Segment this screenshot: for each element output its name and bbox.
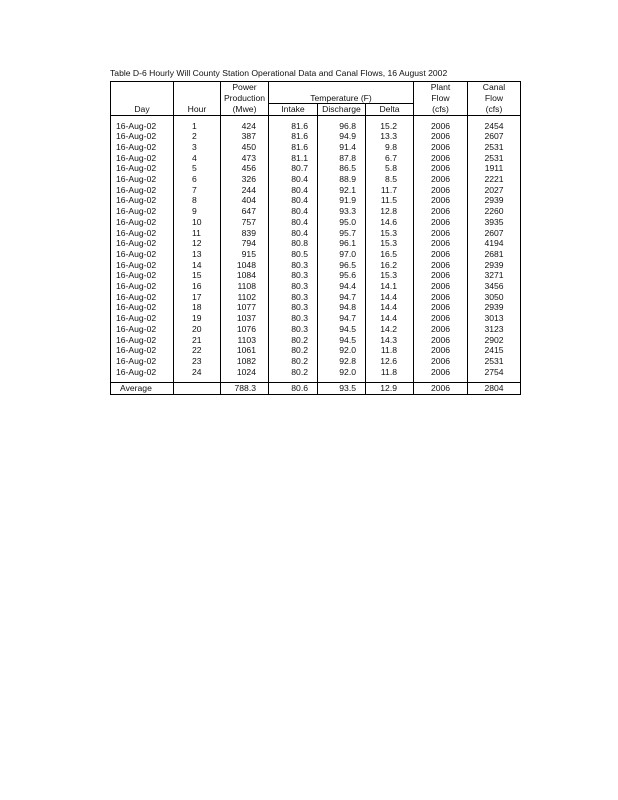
row-day: 16-Aug-02 [111,142,174,153]
row-intake: 80.2 [269,356,318,367]
row-plant-flow: 2006 [414,174,468,185]
average-discharge: 93.5 [318,383,366,395]
row-intake: 80.3 [269,270,318,281]
row-discharge: 94.4 [318,281,366,292]
row-power: 1061 [221,345,269,356]
row-plant-flow: 2006 [414,217,468,228]
row-canal-flow: 2607 [468,131,521,142]
row-canal-flow: 2027 [468,185,521,196]
row-plant-flow: 2006 [414,153,468,164]
row-canal-flow: 2531 [468,142,521,153]
row-intake: 80.4 [269,228,318,239]
row-discharge: 91.4 [318,142,366,153]
row-day: 16-Aug-02 [111,238,174,249]
average-row [111,383,521,395]
row-intake: 80.3 [269,281,318,292]
row-hour: 14 [174,260,221,271]
row-day: 16-Aug-02 [111,153,174,164]
row-day: 16-Aug-02 [111,131,174,142]
row-day: 16-Aug-02 [111,335,174,346]
row-day: 16-Aug-02 [111,217,174,228]
row-power: 1048 [221,260,269,271]
table-caption: Table D-6 Hourly Will County Station Operational Data and Canal Flows, 16 August 2002 [110,68,448,78]
row-discharge: 92.0 [318,345,366,356]
row-discharge: 91.9 [318,195,366,206]
average-hour [174,383,221,395]
row-canal-flow: 2681 [468,249,521,260]
row-delta: 12.6 [366,356,414,367]
row-day: 16-Aug-02 [111,163,174,174]
row-day: 16-Aug-02 [111,260,174,271]
row-day: 16-Aug-02 [111,228,174,239]
row-discharge: 92.1 [318,185,366,196]
row-delta: 16.2 [366,260,414,271]
row-delta: 14.3 [366,335,414,346]
row-day: 16-Aug-02 [111,345,174,356]
header-canal-line2: Flow [468,93,521,104]
table-body [111,121,521,378]
row-discharge: 96.8 [318,121,366,132]
row-discharge: 88.9 [318,174,366,185]
row-canal-flow: 3935 [468,217,521,228]
row-discharge: 96.1 [318,238,366,249]
row-plant-flow: 2006 [414,356,468,367]
header-intake: Intake [269,104,318,116]
row-power: 244 [221,185,269,196]
row-plant-flow: 2006 [414,206,468,217]
header-plant-line2: Flow [414,93,468,104]
header-delta: Delta [366,104,414,116]
row-delta: 14.4 [366,302,414,313]
table-row [111,249,521,260]
row-delta: 12.8 [366,206,414,217]
average-delta: 12.9 [366,383,414,395]
row-intake: 80.5 [269,249,318,260]
row-canal-flow: 3456 [468,281,521,292]
header-day: Day [111,104,174,116]
row-intake: 81.1 [269,153,318,164]
row-canal-flow: 2415 [468,345,521,356]
header-hour: Hour [174,104,221,116]
row-day: 16-Aug-02 [111,302,174,313]
row-intake: 80.4 [269,217,318,228]
row-intake: 80.3 [269,324,318,335]
row-plant-flow: 2006 [414,335,468,346]
average-intake: 80.6 [269,383,318,395]
row-discharge: 92.0 [318,367,366,378]
row-intake: 81.6 [269,142,318,153]
row-day: 16-Aug-02 [111,206,174,217]
table-row [111,260,521,271]
table-row [111,238,521,249]
row-delta: 13.3 [366,131,414,142]
row-canal-flow: 3123 [468,324,521,335]
table-row [111,206,521,217]
row-intake: 80.3 [269,292,318,303]
row-delta: 14.4 [366,292,414,303]
row-canal-flow: 2454 [468,121,521,132]
row-discharge: 87.8 [318,153,366,164]
row-plant-flow: 2006 [414,238,468,249]
row-plant-flow: 2006 [414,324,468,335]
header-plant-line1: Plant [414,82,468,93]
table-header [111,82,521,121]
row-power: 794 [221,238,269,249]
row-delta: 11.8 [366,367,414,378]
row-discharge: 95.0 [318,217,366,228]
row-canal-flow: 3013 [468,313,521,324]
row-hour: 7 [174,185,221,196]
row-plant-flow: 2006 [414,260,468,271]
row-delta: 11.7 [366,185,414,196]
row-hour: 4 [174,153,221,164]
row-day: 16-Aug-02 [111,195,174,206]
row-delta: 11.8 [366,345,414,356]
row-canal-flow: 2531 [468,153,521,164]
row-plant-flow: 2006 [414,195,468,206]
row-power: 450 [221,142,269,153]
row-day: 16-Aug-02 [111,121,174,132]
row-hour: 22 [174,345,221,356]
row-power: 839 [221,228,269,239]
row-day: 16-Aug-02 [111,367,174,378]
table-row [111,174,521,185]
row-intake: 80.3 [269,313,318,324]
row-power: 757 [221,217,269,228]
row-delta: 5.8 [366,163,414,174]
row-power: 1076 [221,324,269,335]
row-power: 473 [221,153,269,164]
row-power: 1108 [221,281,269,292]
row-plant-flow: 2006 [414,270,468,281]
table-row [111,131,521,142]
table-row [111,292,521,303]
row-hour: 16 [174,281,221,292]
row-canal-flow: 2221 [468,174,521,185]
row-discharge: 92.8 [318,356,366,367]
row-plant-flow: 2006 [414,121,468,132]
row-hour: 6 [174,174,221,185]
row-canal-flow: 2939 [468,195,521,206]
row-power: 404 [221,195,269,206]
row-hour: 19 [174,313,221,324]
average-label: Average [111,383,174,395]
row-delta: 14.6 [366,217,414,228]
row-hour: 15 [174,270,221,281]
row-intake: 80.4 [269,174,318,185]
row-power: 1102 [221,292,269,303]
row-delta: 11.5 [366,195,414,206]
row-delta: 16.5 [366,249,414,260]
row-hour: 5 [174,163,221,174]
average-power: 788.3 [221,383,269,395]
row-canal-flow: 2531 [468,356,521,367]
average-canal: 2804 [468,383,521,395]
row-delta: 15.3 [366,228,414,239]
table-row [111,142,521,153]
row-power: 1024 [221,367,269,378]
row-discharge: 95.6 [318,270,366,281]
table-footer [111,377,521,394]
table-row [111,195,521,206]
row-hour: 2 [174,131,221,142]
row-power: 1082 [221,356,269,367]
row-discharge: 96.5 [318,260,366,271]
row-discharge: 94.7 [318,313,366,324]
row-power: 1037 [221,313,269,324]
row-intake: 80.7 [269,163,318,174]
table-row [111,270,521,281]
header-power-unit: (Mwe) [221,104,269,116]
row-power: 647 [221,206,269,217]
header-temp-blank [269,82,318,93]
row-delta: 8.5 [366,174,414,185]
row-canal-flow: 3050 [468,292,521,303]
row-day: 16-Aug-02 [111,185,174,196]
row-power: 387 [221,131,269,142]
row-discharge: 93.3 [318,206,366,217]
row-discharge: 95.7 [318,228,366,239]
header-hour-blank [174,82,221,93]
row-delta: 14.4 [366,313,414,324]
row-discharge: 97.0 [318,249,366,260]
row-hour: 24 [174,367,221,378]
row-canal-flow: 2754 [468,367,521,378]
row-power: 915 [221,249,269,260]
row-plant-flow: 2006 [414,367,468,378]
row-day: 16-Aug-02 [111,174,174,185]
row-plant-flow: 2006 [414,292,468,303]
row-day: 16-Aug-02 [111,324,174,335]
row-discharge: 94.7 [318,292,366,303]
row-day: 16-Aug-02 [111,313,174,324]
row-intake: 80.2 [269,367,318,378]
row-canal-flow: 2902 [468,335,521,346]
row-canal-flow: 2260 [468,206,521,217]
row-plant-flow: 2006 [414,313,468,324]
average-plant: 2006 [414,383,468,395]
row-power: 456 [221,163,269,174]
table-row [111,217,521,228]
row-hour: 12 [174,238,221,249]
header-canal-line1: Canal [468,82,521,93]
table-row [111,153,521,164]
row-power: 326 [221,174,269,185]
row-power: 424 [221,121,269,132]
row-plant-flow: 2006 [414,142,468,153]
row-intake: 80.8 [269,238,318,249]
row-plant-flow: 2006 [414,249,468,260]
table-row [111,345,521,356]
row-delta: 6.7 [366,153,414,164]
row-intake: 81.6 [269,131,318,142]
row-plant-flow: 2006 [414,302,468,313]
header-plant-unit: (cfs) [414,104,468,116]
row-hour: 17 [174,292,221,303]
row-hour: 10 [174,217,221,228]
row-discharge: 94.5 [318,335,366,346]
table-row [111,356,521,367]
header-discharge: Discharge [318,104,366,116]
row-hour: 9 [174,206,221,217]
row-day: 16-Aug-02 [111,281,174,292]
row-delta: 15.3 [366,270,414,281]
row-intake: 80.2 [269,345,318,356]
table-row [111,281,521,292]
row-delta: 14.1 [366,281,414,292]
row-intake: 80.3 [269,260,318,271]
table-row [111,335,521,346]
row-plant-flow: 2006 [414,131,468,142]
table-row [111,313,521,324]
row-power: 1103 [221,335,269,346]
table-row [111,163,521,174]
table-row [111,228,521,239]
row-intake: 81.6 [269,121,318,132]
row-plant-flow: 2006 [414,281,468,292]
row-canal-flow: 2607 [468,228,521,239]
table-row [111,121,521,132]
row-hour: 18 [174,302,221,313]
table-row [111,367,521,378]
row-discharge: 94.5 [318,324,366,335]
row-hour: 13 [174,249,221,260]
row-hour: 3 [174,142,221,153]
row-plant-flow: 2006 [414,163,468,174]
row-intake: 80.4 [269,195,318,206]
row-discharge: 94.8 [318,302,366,313]
row-hour: 21 [174,335,221,346]
row-day: 16-Aug-02 [111,270,174,281]
operational-data-table [110,81,521,395]
row-delta: 14.2 [366,324,414,335]
row-day: 16-Aug-02 [111,292,174,303]
row-power: 1084 [221,270,269,281]
row-intake: 80.4 [269,206,318,217]
row-delta: 15.2 [366,121,414,132]
row-intake: 80.4 [269,185,318,196]
row-day: 16-Aug-02 [111,356,174,367]
row-hour: 20 [174,324,221,335]
row-canal-flow: 4194 [468,238,521,249]
row-discharge: 94.9 [318,131,366,142]
row-canal-flow: 3271 [468,270,521,281]
header-power-line2: Production [221,93,269,104]
row-plant-flow: 2006 [414,345,468,356]
header-day-blank [111,82,174,93]
row-delta: 9.8 [366,142,414,153]
row-canal-flow: 2939 [468,260,521,271]
table-row [111,302,521,313]
row-plant-flow: 2006 [414,228,468,239]
header-power-line1: Power [221,82,269,93]
row-delta: 15.3 [366,238,414,249]
row-intake: 80.3 [269,302,318,313]
row-discharge: 86.5 [318,163,366,174]
header-temperature: Temperature (F) [269,93,414,104]
row-hour: 8 [174,195,221,206]
row-power: 1077 [221,302,269,313]
row-canal-flow: 2939 [468,302,521,313]
row-hour: 11 [174,228,221,239]
row-hour: 23 [174,356,221,367]
row-plant-flow: 2006 [414,185,468,196]
row-canal-flow: 1911 [468,163,521,174]
row-hour: 1 [174,121,221,132]
header-canal-unit: (cfs) [468,104,521,116]
table-row [111,185,521,196]
row-intake: 80.2 [269,335,318,346]
row-day: 16-Aug-02 [111,249,174,260]
table-row [111,324,521,335]
